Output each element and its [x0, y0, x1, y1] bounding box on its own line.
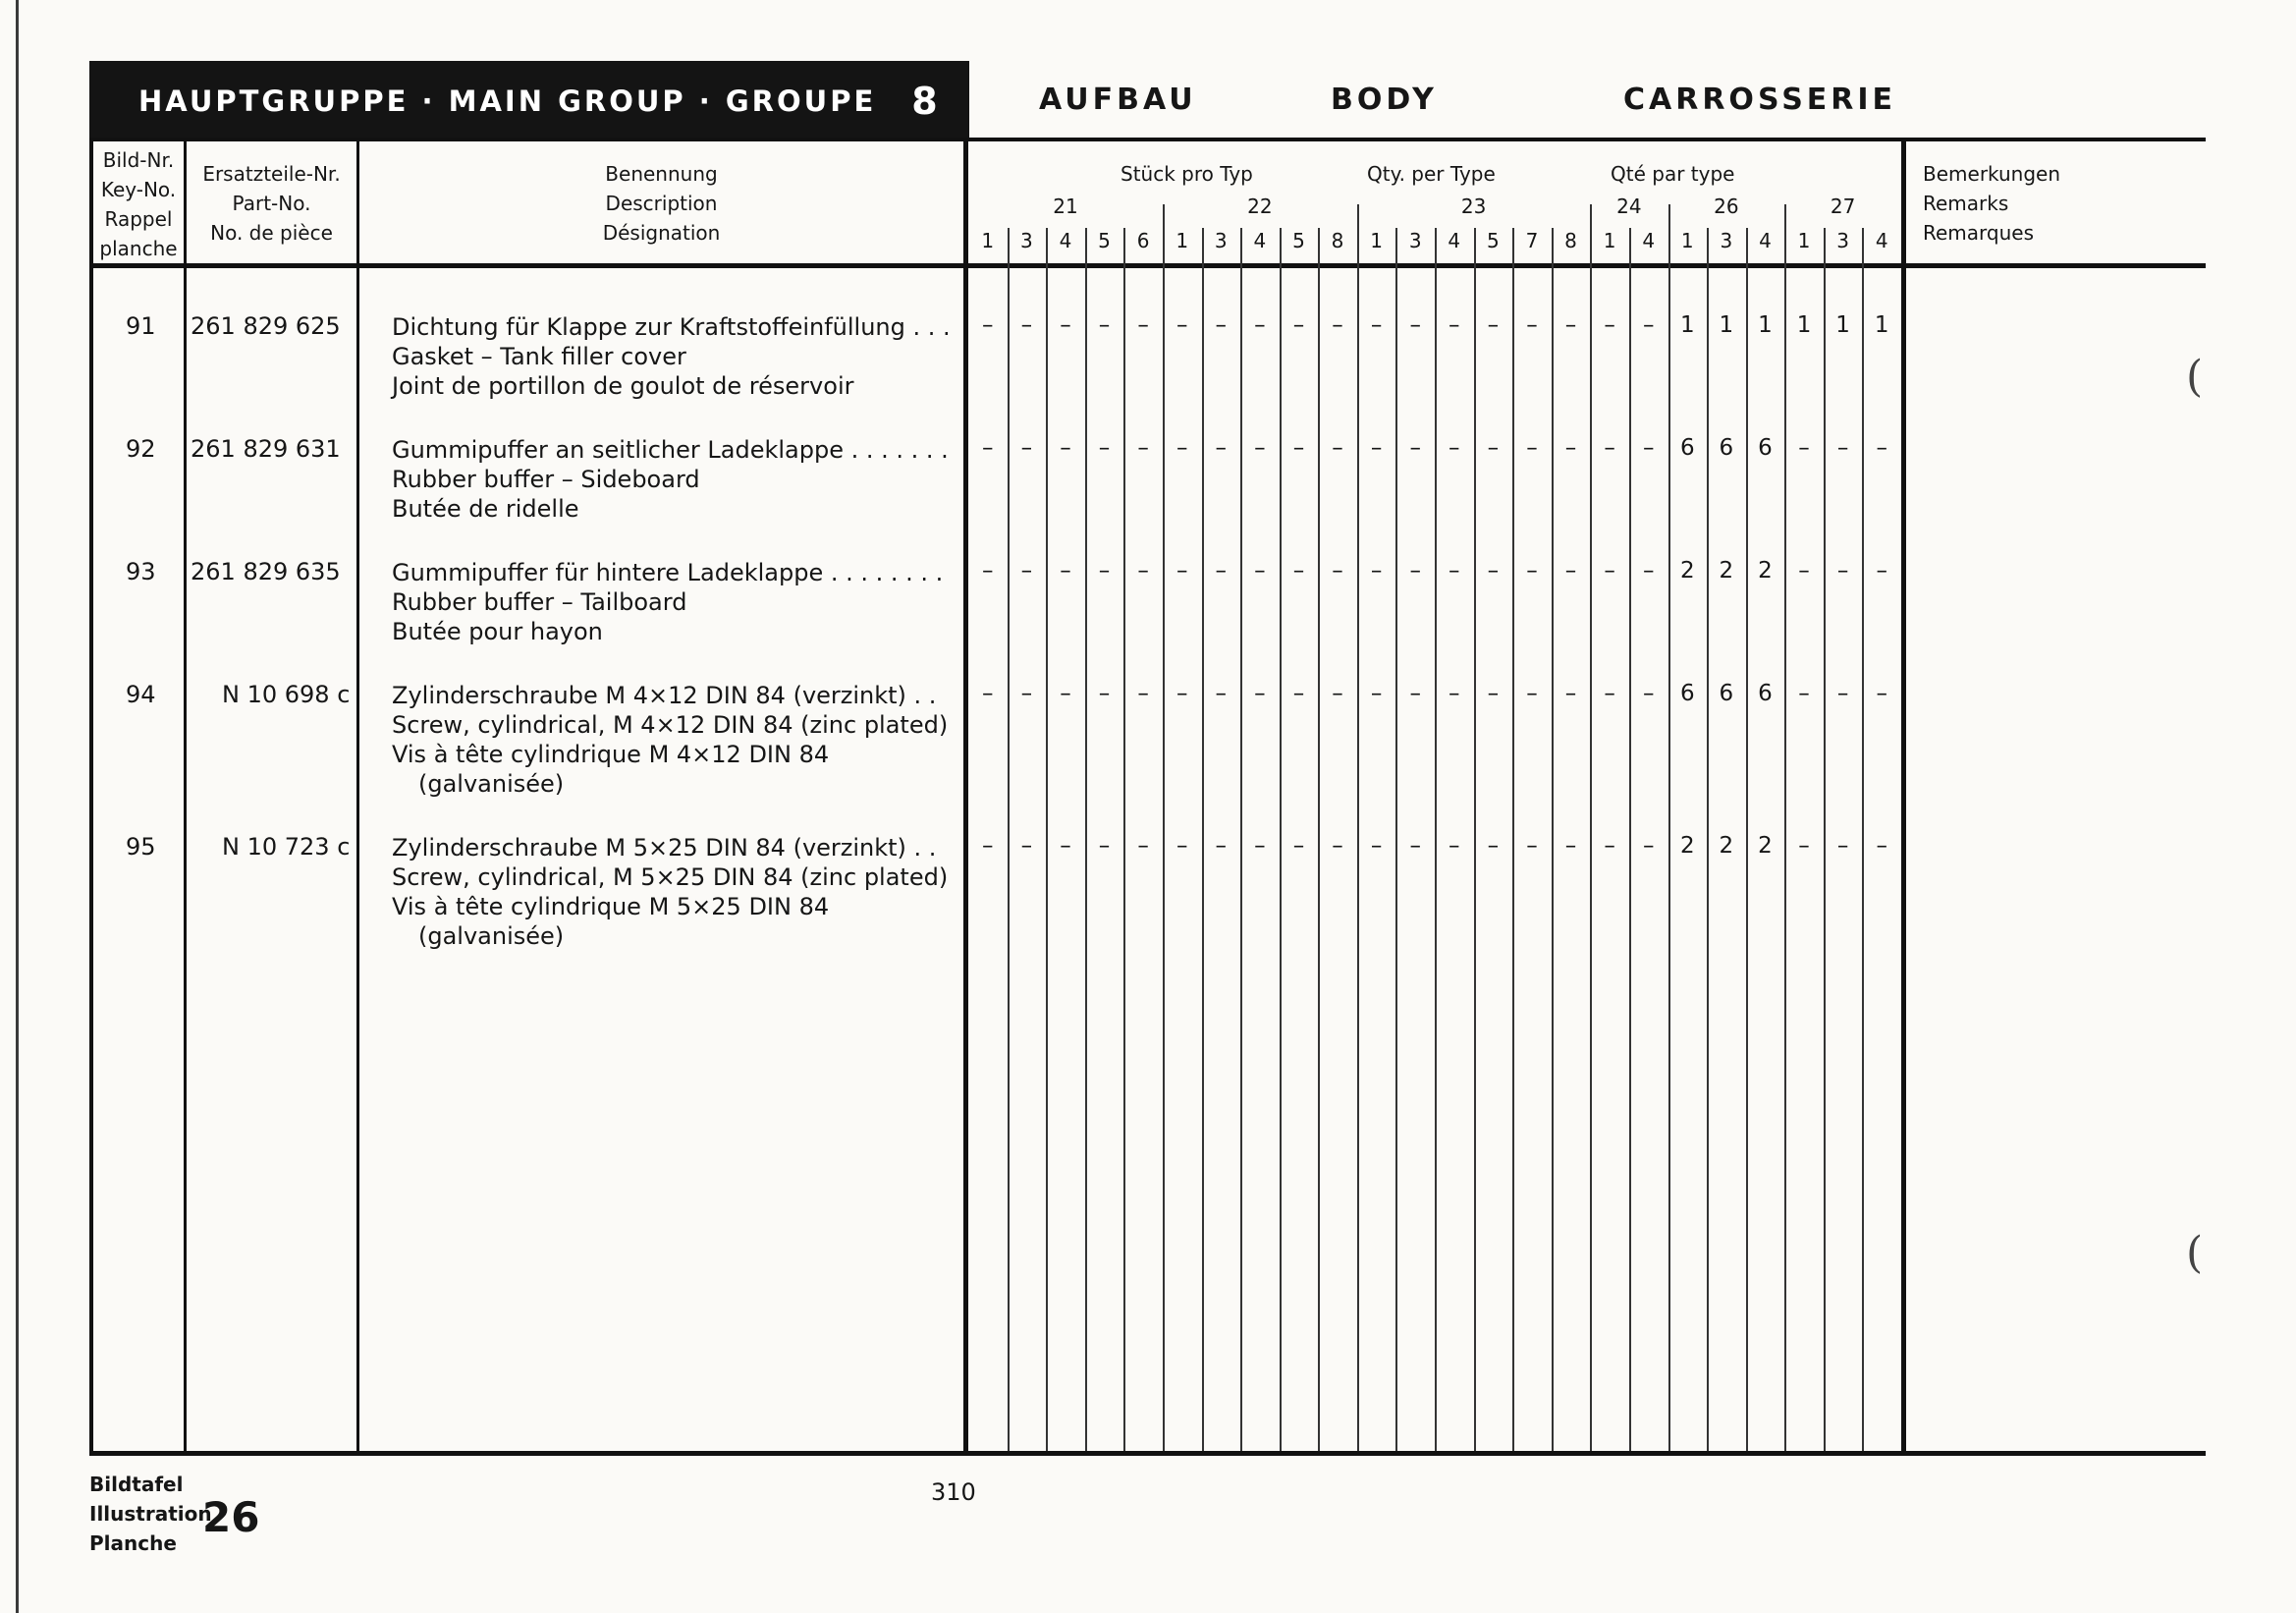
quantity-cell: –	[1487, 681, 1500, 706]
description-line: Rubber buffer – Sideboard	[392, 466, 700, 493]
quantity-cell: –	[1332, 833, 1343, 859]
quantity-cell: –	[1564, 312, 1577, 338]
description-line: Vis à tête cylindrique M 4×12 DIN 84	[392, 741, 830, 768]
quantity-cell: –	[1060, 681, 1071, 706]
quantity-cell: –	[1876, 681, 1887, 706]
quantity-cell: –	[1642, 681, 1655, 706]
qty-col-rule	[1395, 228, 1397, 1451]
quantity-cell: –	[1526, 833, 1538, 859]
quantity-cell: –	[1642, 833, 1655, 859]
quantity-cell: 2	[1758, 833, 1773, 859]
quantity-cell: –	[1098, 435, 1111, 461]
table-bottom-rule	[89, 1451, 2206, 1456]
quantity-cell: 6	[1758, 681, 1773, 706]
quantity-cell: –	[1020, 681, 1033, 706]
type-group-label: 21	[1053, 195, 1078, 218]
quantity-cell: –	[1060, 558, 1071, 584]
illustration-number: 26	[202, 1493, 260, 1541]
key-number: 92	[126, 435, 156, 463]
quantity-cell: –	[1137, 681, 1149, 706]
quantity-cell: –	[1215, 312, 1228, 338]
col-rule	[184, 138, 187, 1456]
quantity-cell: –	[1409, 681, 1421, 706]
quantity-cell: –	[1020, 833, 1033, 859]
quantity-cell: –	[1292, 312, 1305, 338]
quantity-cell: –	[1292, 435, 1305, 461]
quantity-cell: 2	[1679, 833, 1695, 859]
qty-col-rule	[1123, 228, 1125, 1451]
quantity-cell: –	[1137, 558, 1149, 584]
quantity-cell: –	[1564, 833, 1577, 859]
quantity-cell: –	[1332, 558, 1343, 584]
quantity-cell: –	[1254, 833, 1266, 859]
quantity-cell: –	[1409, 435, 1421, 461]
quantity-cell: –	[1137, 833, 1149, 859]
quantity-cell: –	[1175, 558, 1188, 584]
quantity-cell: –	[1449, 558, 1460, 584]
quantity-cell: –	[1487, 435, 1500, 461]
col-rule	[963, 138, 968, 1456]
quantity-cell: –	[1254, 558, 1266, 584]
type-sub-column: 3	[1836, 229, 1849, 252]
type-sub-column: 4	[1059, 229, 1072, 252]
quantity-cell: 1	[1874, 312, 1889, 338]
qty-col-rule	[1590, 204, 1592, 1451]
qty-col-rule	[1746, 228, 1748, 1451]
quantity-cell: –	[1798, 558, 1810, 584]
quantity-cell: –	[1836, 681, 1849, 706]
type-sub-column: 5	[1292, 229, 1305, 252]
section-title-en: BODY	[1331, 83, 1438, 117]
type-sub-column: 7	[1525, 229, 1539, 252]
quantity-cell: –	[1215, 435, 1228, 461]
type-sub-column: 4	[1759, 229, 1772, 252]
qty-col-rule	[1357, 204, 1359, 1451]
quantity-cell: –	[1876, 833, 1887, 859]
quantity-cell: –	[1060, 435, 1071, 461]
quantity-cell: 6	[1719, 435, 1734, 461]
quantity-cell: 1	[1719, 312, 1734, 338]
quantity-cell: 2	[1758, 558, 1773, 584]
quantity-cell: –	[1137, 312, 1149, 338]
description-line: Gummipuffer für hintere Ladeklappe . . . . . . . .	[392, 559, 944, 586]
quantity-cell: –	[1175, 435, 1188, 461]
quantity-cell: –	[1798, 833, 1810, 859]
header-qty-fr: Qté par type	[1611, 162, 1735, 186]
main-group-label: HAUPTGRUPPE · MAIN GROUP · GROUPE	[138, 84, 877, 118]
quantity-cell: –	[1836, 558, 1849, 584]
part-number: N 10 698 c	[222, 681, 351, 708]
quantity-cell: –	[1215, 558, 1228, 584]
qty-col-rule	[1862, 228, 1864, 1451]
quantity-cell: –	[1642, 312, 1655, 338]
qty-col-rule	[1202, 228, 1204, 1451]
table-top-rule	[89, 138, 2206, 141]
margin-mark: (	[2186, 352, 2204, 402]
quantity-cell: –	[1642, 558, 1655, 584]
quantity-cell: –	[1604, 312, 1615, 338]
description-line: Screw, cylindrical, M 5×25 DIN 84 (zinc plated)	[392, 863, 949, 891]
quantity-cell: 2	[1719, 833, 1734, 859]
quantity-cell: –	[1409, 312, 1421, 338]
quantity-cell: –	[1409, 558, 1421, 584]
header-qty-en: Qty. per Type	[1367, 162, 1496, 186]
quantity-cell: –	[1370, 681, 1383, 706]
quantity-cell: –	[982, 558, 994, 584]
qty-col-rule	[1474, 228, 1476, 1451]
quantity-cell: –	[1642, 435, 1655, 461]
quantity-cell: –	[1292, 558, 1305, 584]
type-sub-column: 1	[1370, 229, 1383, 252]
quantity-cell: 6	[1719, 681, 1734, 706]
qty-col-rule	[1280, 228, 1282, 1451]
quantity-cell: –	[982, 435, 994, 461]
quantity-cell: –	[1175, 833, 1188, 859]
type-sub-column: 5	[1487, 229, 1500, 252]
quantity-cell: –	[1564, 681, 1577, 706]
quantity-cell: –	[1526, 558, 1538, 584]
header-part-no: Ersatzteile-Nr. Part-No. No. de pièce	[202, 162, 341, 245]
col-rule	[1901, 138, 1906, 1456]
quantity-cell: –	[1098, 833, 1111, 859]
quantity-cell: –	[1292, 833, 1305, 859]
description-line: Zylinderschraube M 5×25 DIN 84 (verzinkt) . .	[392, 834, 937, 862]
quantity-cell: –	[1836, 833, 1849, 859]
quantity-cell: –	[1098, 558, 1111, 584]
type-sub-column: 5	[1098, 229, 1111, 252]
part-number: 261 829 631	[191, 435, 341, 463]
type-sub-column: 3	[1720, 229, 1733, 252]
quantity-cell: –	[1449, 681, 1460, 706]
type-sub-column: 4	[1253, 229, 1267, 252]
quantity-cell: –	[1098, 681, 1111, 706]
type-sub-column: 1	[1797, 229, 1811, 252]
header-remarks: Bemerkungen Remarks Remarques	[1923, 162, 2061, 245]
qty-col-rule	[1240, 228, 1242, 1451]
quantity-cell: –	[1137, 435, 1149, 461]
type-sub-column: 3	[1214, 229, 1228, 252]
description-line: Butée pour hayon	[392, 618, 603, 645]
type-sub-column: 1	[1603, 229, 1616, 252]
quantity-cell: –	[1876, 558, 1887, 584]
quantity-cell: –	[1060, 312, 1071, 338]
quantity-cell: –	[1254, 312, 1266, 338]
description-line: Zylinderschraube M 4×12 DIN 84 (verzinkt) . .	[392, 682, 937, 709]
quantity-cell: –	[1332, 312, 1343, 338]
header-description: Benennung Description Désignation	[602, 162, 721, 245]
quantity-cell: –	[1020, 558, 1033, 584]
type-sub-column: 4	[1875, 229, 1888, 252]
type-group-label: 26	[1714, 195, 1739, 218]
quantity-cell: –	[1254, 681, 1266, 706]
quantity-cell: –	[1370, 833, 1383, 859]
quantity-cell: 1	[1758, 312, 1773, 338]
type-sub-column: 8	[1331, 229, 1344, 252]
type-sub-column: 1	[1175, 229, 1189, 252]
type-group-label: 22	[1247, 195, 1273, 218]
qty-col-rule	[1629, 228, 1631, 1451]
type-sub-column: 8	[1564, 229, 1577, 252]
quantity-cell: –	[1604, 435, 1615, 461]
quantity-cell: –	[1836, 435, 1849, 461]
quantity-cell: –	[1487, 312, 1500, 338]
description-line: Vis à tête cylindrique M 5×25 DIN 84	[392, 893, 830, 920]
part-number: 261 829 635	[191, 558, 341, 585]
description-line: Joint de portillon de goulot de réservoir	[392, 372, 854, 400]
quantity-cell: 2	[1679, 558, 1695, 584]
quantity-cell: –	[1292, 681, 1305, 706]
type-sub-column: 3	[1020, 229, 1033, 252]
quantity-cell: –	[1370, 558, 1383, 584]
col-rule	[89, 138, 93, 1456]
quantity-cell: 6	[1758, 435, 1773, 461]
quantity-cell: –	[1020, 312, 1033, 338]
description-line: Dichtung für Klappe zur Kraftstoffeinfüllung . . .	[392, 313, 951, 341]
key-number: 93	[126, 558, 156, 585]
quantity-cell: –	[1215, 681, 1228, 706]
key-number: 91	[126, 312, 156, 340]
quantity-cell: –	[1876, 435, 1887, 461]
description-line: Screw, cylindrical, M 4×12 DIN 84 (zinc plated)	[392, 711, 949, 739]
part-number: N 10 723 c	[222, 833, 351, 861]
quantity-cell: –	[1370, 435, 1383, 461]
main-group-header	[89, 61, 969, 141]
qty-col-rule	[1085, 228, 1087, 1451]
qty-col-rule	[1435, 228, 1437, 1451]
header-bottom-rule	[89, 263, 2206, 268]
page-number: 310	[931, 1478, 976, 1506]
quantity-cell: –	[1175, 312, 1188, 338]
quantity-cell: 2	[1719, 558, 1734, 584]
quantity-cell: –	[1604, 681, 1615, 706]
quantity-cell: –	[1370, 312, 1383, 338]
qty-col-rule	[1824, 228, 1826, 1451]
qty-col-rule	[1163, 204, 1165, 1451]
type-sub-column: 6	[1136, 229, 1150, 252]
quantity-cell: 1	[1796, 312, 1812, 338]
quantity-cell: –	[982, 681, 994, 706]
qty-col-rule	[1784, 204, 1786, 1451]
type-group-label: 24	[1616, 195, 1642, 218]
quantity-cell: –	[1449, 312, 1460, 338]
qty-col-rule	[1008, 228, 1010, 1451]
description-line: Rubber buffer – Tailboard	[392, 588, 687, 616]
quantity-cell: 1	[1679, 312, 1695, 338]
illustration-label: Bildtafel Illustration Planche	[89, 1473, 212, 1555]
quantity-cell: –	[1798, 681, 1810, 706]
quantity-cell: –	[1564, 558, 1577, 584]
type-sub-column: 4	[1448, 229, 1461, 252]
quantity-cell: –	[1526, 681, 1538, 706]
quantity-cell: –	[1526, 312, 1538, 338]
quantity-cell: 1	[1835, 312, 1850, 338]
quantity-cell: –	[1175, 681, 1188, 706]
description-line: (galvanisée)	[418, 922, 565, 950]
quantity-cell: 6	[1679, 435, 1695, 461]
qty-col-rule	[1707, 228, 1709, 1451]
col-rule	[356, 138, 359, 1456]
quantity-cell: –	[1798, 435, 1810, 461]
description-line: Butée de ridelle	[392, 495, 579, 523]
qty-col-rule	[1046, 228, 1048, 1451]
qty-col-rule	[1552, 228, 1554, 1451]
quantity-cell: –	[1215, 833, 1228, 859]
quantity-cell: –	[1449, 435, 1460, 461]
quantity-cell: –	[1487, 558, 1500, 584]
quantity-cell: –	[1526, 435, 1538, 461]
header-key-no: Bild-Nr. Key-No. Rappel planche	[99, 148, 178, 260]
qty-col-rule	[1512, 228, 1514, 1451]
quantity-cell: –	[1564, 435, 1577, 461]
quantity-cell: –	[1604, 558, 1615, 584]
part-number: 261 829 625	[191, 312, 341, 340]
quantity-cell: –	[1332, 681, 1343, 706]
type-group-label: 23	[1460, 195, 1487, 218]
quantity-cell: 6	[1679, 681, 1695, 706]
quantity-cell: –	[1332, 435, 1343, 461]
type-sub-column: 1	[981, 229, 995, 252]
page-edge	[16, 0, 19, 1613]
margin-mark: (	[2186, 1228, 2204, 1278]
quantity-cell: –	[1098, 312, 1111, 338]
main-group-number: 8	[911, 80, 938, 123]
quantity-cell: –	[1449, 833, 1460, 859]
qty-col-rule	[1318, 228, 1320, 1451]
type-group-label: 27	[1830, 195, 1856, 218]
quantity-cell: –	[982, 312, 994, 338]
section-title-fr: CARROSSERIE	[1623, 83, 1897, 117]
quantity-cell: –	[1060, 833, 1071, 859]
type-sub-column: 1	[1680, 229, 1694, 252]
key-number: 95	[126, 833, 156, 861]
quantity-cell: –	[1487, 833, 1500, 859]
description-line: Gasket – Tank filler cover	[392, 343, 686, 370]
header-qty-de: Stück pro Typ	[1121, 162, 1253, 186]
quantity-cell: –	[1020, 435, 1033, 461]
quantity-cell: –	[1254, 435, 1266, 461]
section-title-de: AUFBAU	[1039, 83, 1197, 117]
quantity-cell: –	[1409, 833, 1421, 859]
quantity-cell: –	[1604, 833, 1615, 859]
description-line: (galvanisée)	[418, 770, 565, 798]
key-number: 94	[126, 681, 156, 708]
type-sub-column: 3	[1408, 229, 1422, 252]
qty-col-rule	[1668, 204, 1670, 1451]
quantity-cell: –	[982, 833, 994, 859]
type-sub-column: 4	[1642, 229, 1656, 252]
description-line: Gummipuffer an seitlicher Ladeklappe . . . . . . .	[392, 436, 949, 464]
